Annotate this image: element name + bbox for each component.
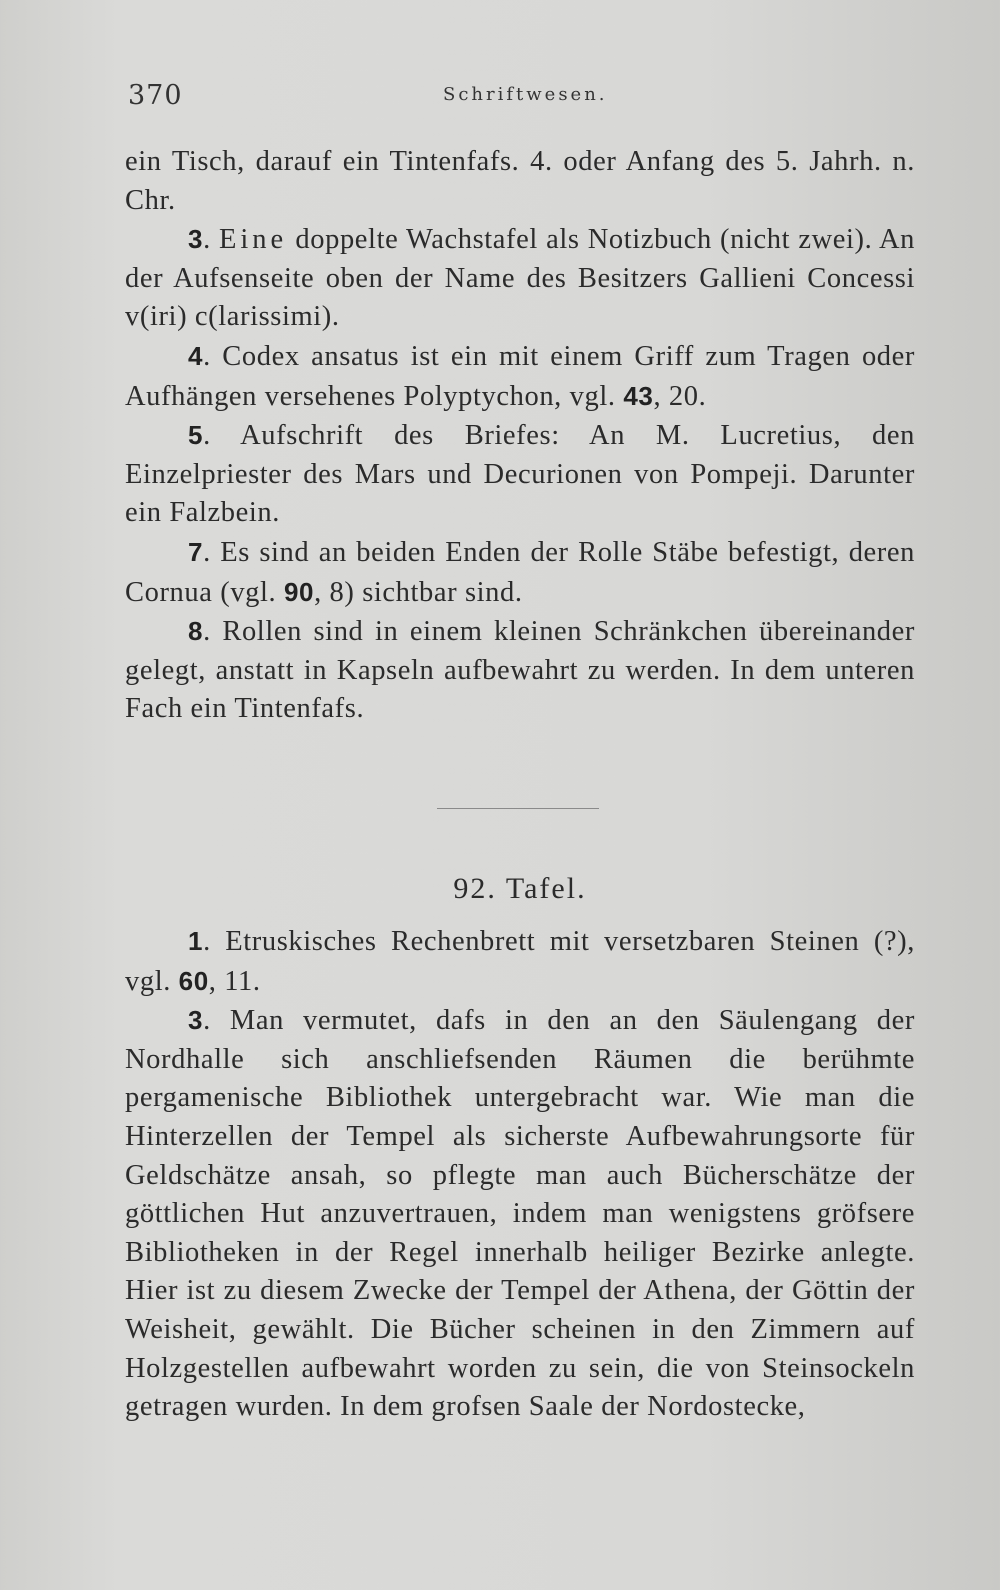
- note-text: . Etruskisches Rechenbrett mit versetzbaren Steinen (?), vgl.: [125, 926, 915, 997]
- plate-reference-number: 90: [283, 576, 315, 607]
- notes-section-bottom: [125, 922, 915, 1427]
- note-paragraph: [125, 533, 915, 612]
- plate-reference-number: 60: [178, 965, 209, 996]
- note-text: . Codex ansatus ist ein mit einem Griff zum Tragen oder Aufhängen versehenes Polyptychon, vgl.: [125, 340, 915, 412]
- section-divider: [437, 808, 599, 809]
- note-text: . Man vermutet, dafs in den an den Säulengang der Nordhalle sich anschliefsenden Räumen die berühmte pergamenische Bibliothek untergebracht war. Wie man die Hinterzellen der Tempel als sicherste Aufbewahrungsorte für Geldschätze ansah, so pflegte man auch Bücherschätze der göttlichen Hut anzuvertrauen, indem man wenigstens gröfsere Bibliotheken in der Regel innerhalb heiliger Bezirke anlegte. Hier ist zu diesem Zwecke der Tempel der Athena, der Göttin der Weisheit, gewählt. Die Bücher scheinen in den Zimmern auf Holzgestellen aufbewahrt worden zu sein, die von Steinsockeln getragen wurden. In dem grofsen Saale der Nordostecke,: [125, 1005, 915, 1423]
- plate-reference-suffix: , 8) sichtbar sind.: [314, 576, 523, 608]
- note-number: 4: [188, 340, 204, 371]
- note-number: 8: [188, 616, 204, 647]
- note-number: 5: [188, 420, 204, 451]
- plate-reference-number: 43: [623, 380, 654, 411]
- note-number: 3: [188, 1005, 204, 1036]
- note-paragraph: [125, 416, 915, 533]
- section-title: 92. Tafel.: [453, 872, 587, 905]
- note-paragraph: [125, 1001, 915, 1427]
- note-text: doppelte Wachstafel als Notizbuch (nicht zwei). An der Aufsenseite oben der Name des Besitzers Gallieni Concessi v(iri) c(larissimi).: [125, 224, 915, 333]
- note-paragraph: [125, 143, 915, 220]
- note-number: 1: [188, 926, 204, 956]
- note-paragraph: 3. Eine doppelte Wachstafel als Notizbuch (nicht zwei). An der Aufsenseite oben der Name des Besitzers Gallieni Concessi v(iri) c(larissimi).: [125, 224, 915, 333]
- note-spaced-word: Eine: [218, 224, 288, 256]
- note-text: . Aufschrift des Briefes: An M. Lucretius, den Einzelpriester des Mars und Decurionen von Pompeji. Darunter ein Falzbein.: [125, 420, 915, 529]
- note-number: 3: [188, 224, 204, 255]
- note-text: . Rollen sind in einem kleinen Schränkchen übereinander gelegt, anstatt in Kapseln aufbewahrt zu werden. In dem unteren Fach ein Tintenfafs.: [125, 616, 915, 725]
- note-number: 7: [188, 536, 204, 567]
- notes-section-top: [125, 143, 915, 729]
- running-head: Schriftwesen.: [443, 84, 608, 105]
- note-paragraph: [125, 337, 915, 416]
- page-number: 370: [128, 80, 183, 111]
- note-paragraph: [125, 612, 915, 729]
- note-text: ein Tisch, darauf ein Tintenfafs. 4. oder Anfang des 5. Jahrh. n. Chr.: [125, 146, 915, 216]
- plate-reference-suffix: , 20.: [653, 380, 707, 412]
- plate-reference-suffix: , 11.: [208, 965, 261, 997]
- page-header: [128, 78, 928, 118]
- note-text: . Es sind an beiden Enden der Rolle Stäbe befestigt, deren Cornua (vgl.: [125, 536, 915, 608]
- note-paragraph: [125, 922, 915, 1001]
